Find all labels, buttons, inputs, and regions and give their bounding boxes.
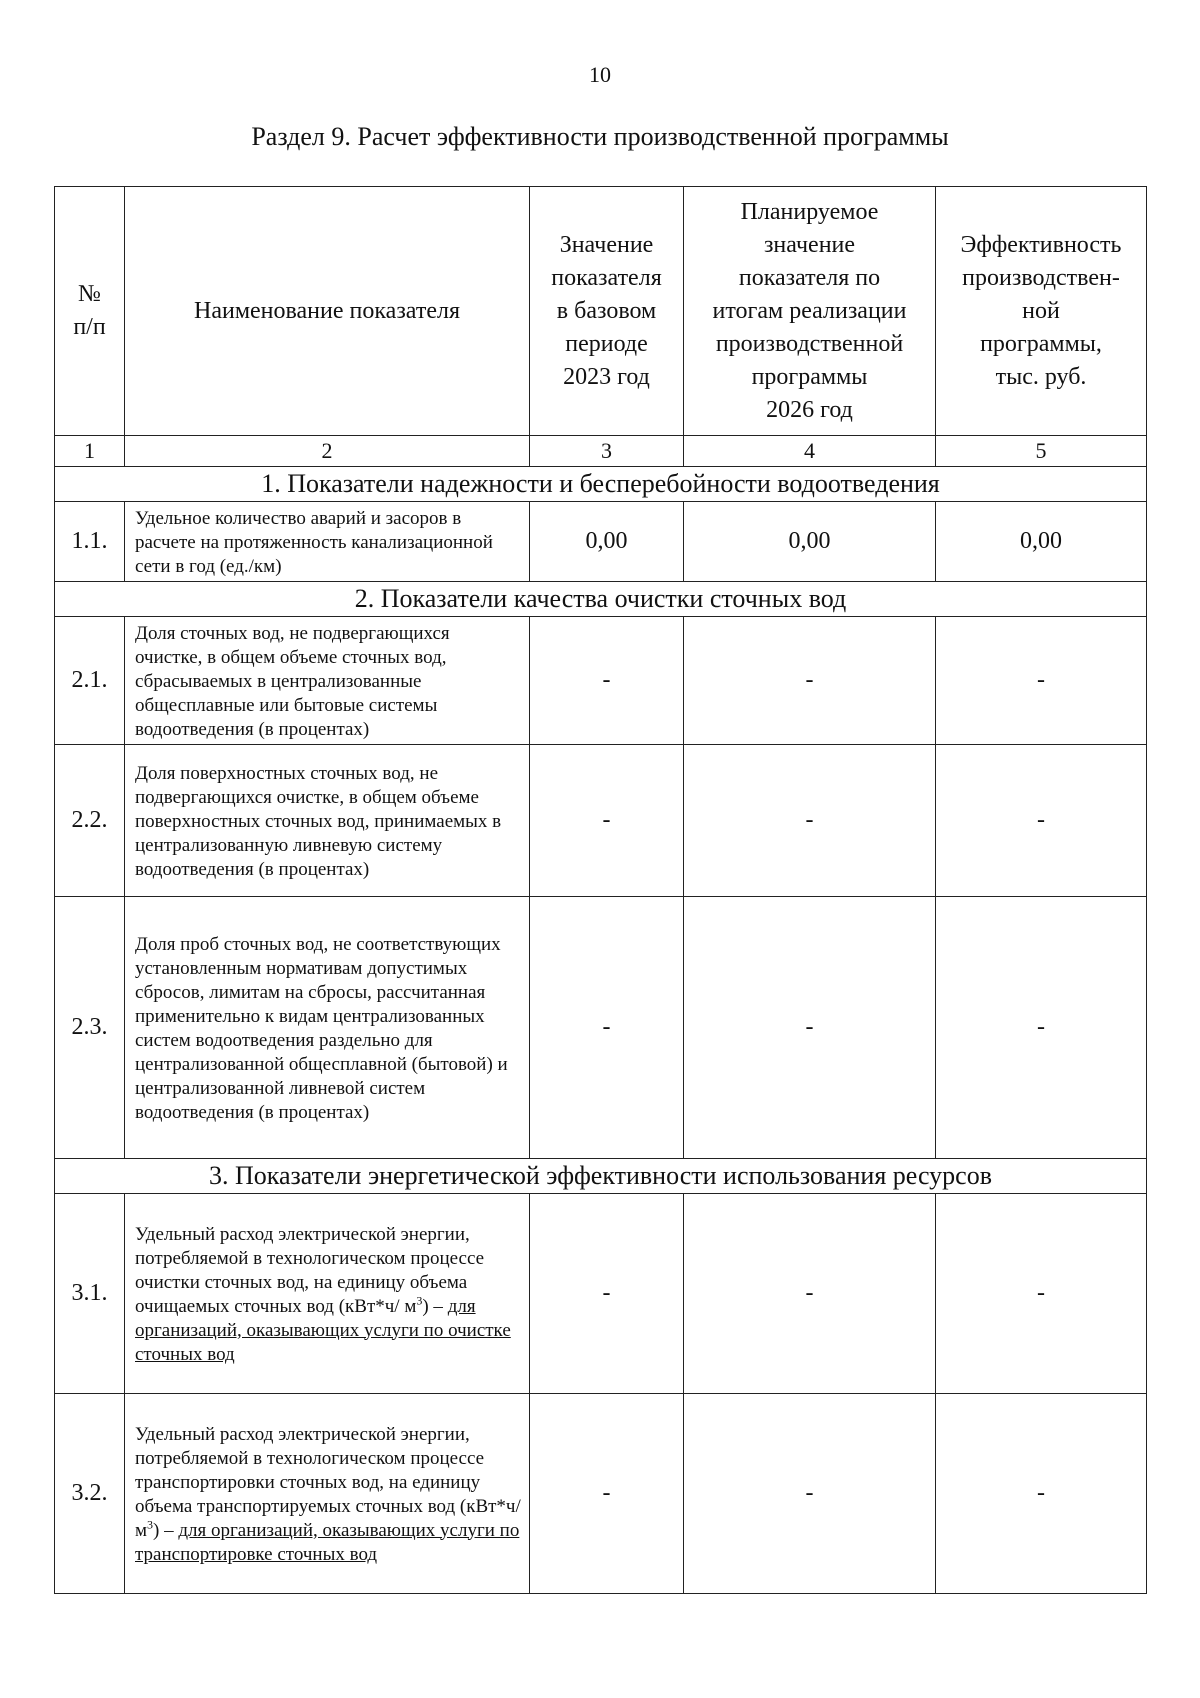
section-heading: 2. Показатели качества очистки сточных вод [55, 582, 1147, 617]
row-number: 2.2. [55, 745, 125, 897]
header-indicator-name: Наименование показателя [125, 187, 530, 436]
header-number: № п/п [55, 187, 125, 436]
header-efficiency: Эффективность производствен- ной программы, тыс. руб. [936, 187, 1147, 436]
page-number: 10 [589, 62, 611, 87]
row-efficiency-value: - [936, 1194, 1147, 1394]
indicator-text-dash: ) – [153, 1519, 179, 1541]
row-base-value: - [530, 617, 684, 745]
table-row [55, 1394, 1147, 1594]
row-efficiency-value: - [936, 1394, 1147, 1594]
column-index: 3 [530, 436, 684, 467]
table-row [55, 897, 1147, 1159]
section-heading: 3. Показатели энергетической эффективности использования ресурсов [55, 1159, 1147, 1194]
indicator-text: Удельный расход электрической энергии, потребляемой в технологическом процессе очистки сточных вод, на единицу объема очищаемых сточных вод (кВт*ч/ м [135, 1223, 485, 1317]
column-index: 5 [936, 436, 1147, 467]
row-number: 2.1. [55, 617, 125, 745]
row-number: 1.1. [55, 502, 125, 582]
row-base-value: - [530, 745, 684, 897]
table-row [55, 502, 1147, 582]
row-number: 3.2. [55, 1394, 125, 1594]
header-base-value: Значение показателя в базовом периоде 2023 год [530, 187, 684, 436]
section-heading-row [55, 582, 1147, 617]
unit-superscript: 3 [416, 1293, 423, 1308]
row-indicator-name: Доля проб сточных вод, не соответствующих установленным нормативам допустимых сбросов, лимитам на сбросы, рассчитанная применительно к видам централизованных систем водоотведения раздельно для централизованной общесплавной (бытовой) и централизованной ливневой систем водоотведения (в процентах) [125, 897, 530, 1159]
row-base-value: - [530, 1194, 684, 1394]
row-indicator-name [125, 1194, 530, 1394]
table-row [55, 1194, 1147, 1394]
efficiency-table [54, 186, 1147, 1594]
column-index: 4 [684, 436, 936, 467]
row-planned-value: - [684, 897, 936, 1159]
table-row [55, 745, 1147, 897]
section-heading-row [55, 1159, 1147, 1194]
row-indicator-name: Доля сточных вод, не подвергающихся очистке, в общем объеме сточных вод, сбрасываемых в централизованные общесплавные или бытовые системы водоотведения (в процентах) [125, 617, 530, 745]
row-base-value: 0,00 [530, 502, 684, 582]
section-heading-row [55, 467, 1147, 502]
section-heading: 1. Показатели надежности и бесперебойности водоотведения [55, 467, 1147, 502]
row-indicator-name: Удельное количество аварий и засоров в расчете на протяженность канализационной сети в год (ед./км) [125, 502, 530, 582]
column-index: 1 [55, 436, 125, 467]
column-index: 2 [125, 436, 530, 467]
column-index-row [55, 436, 1147, 467]
indicator-underlined-text: для организаций, оказывающих услуги по транспортировке сточных вод [135, 1519, 520, 1565]
table-row [55, 617, 1147, 745]
row-planned-value: - [684, 745, 936, 897]
row-planned-value: - [684, 617, 936, 745]
indicator-text-dash: ) – [422, 1295, 448, 1317]
table-header-row [55, 187, 1147, 436]
row-number: 2.3. [55, 897, 125, 1159]
row-indicator-name: Доля поверхностных сточных вод, не подвергающихся очистке, в общем объеме поверхностных сточных вод, принимаемых в централизованную ливневую систему водоотведения (в процентах) [125, 745, 530, 897]
section-title: Раздел 9. Расчет эффективности производственной программы [251, 122, 949, 151]
row-planned-value: - [684, 1394, 936, 1594]
row-base-value: - [530, 897, 684, 1159]
indicator-underlined-text: для организаций, оказывающих услуги по очистке сточных вод [135, 1295, 511, 1365]
unit-superscript: 3 [147, 1517, 154, 1532]
row-efficiency-value: 0,00 [936, 502, 1147, 582]
row-base-value: - [530, 1394, 684, 1594]
header-planned-value: Планируемое значение показателя по итогам реализации производственной программы 2026 год [684, 187, 936, 436]
row-number: 3.1. [55, 1194, 125, 1394]
row-planned-value: - [684, 1194, 936, 1394]
indicator-text: Удельный расход электрической энергии, потребляемой в технологическом процессе транспортировки сточных вод, на единицу объема транспортируемых сточных вод (кВт*ч/ м [135, 1423, 521, 1541]
row-efficiency-value: - [936, 617, 1147, 745]
row-indicator-name [125, 1394, 530, 1594]
row-efficiency-value: - [936, 897, 1147, 1159]
row-efficiency-value: - [936, 745, 1147, 897]
row-planned-value: 0,00 [684, 502, 936, 582]
